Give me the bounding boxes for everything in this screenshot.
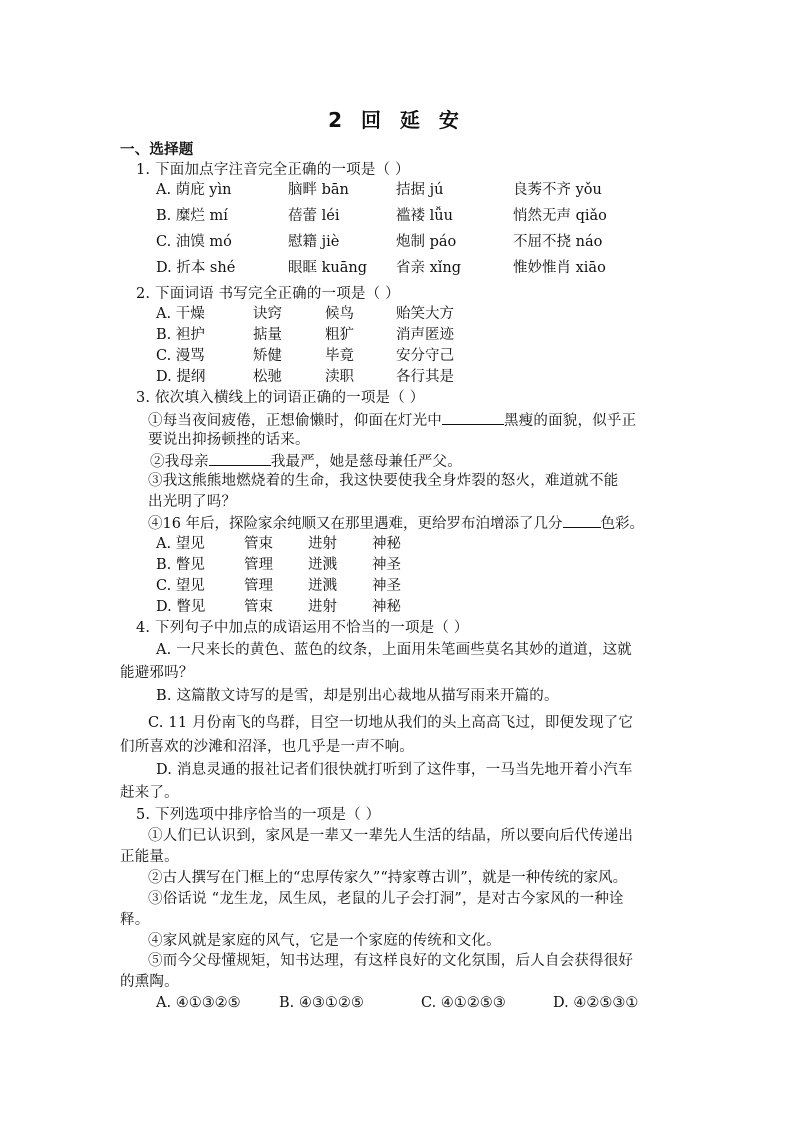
q3-sentence-1-part-b: 黑瘦的面貌，似乎正 [504, 413, 637, 429]
q2-option-a-2: 诀窍 [253, 306, 282, 322]
q3-option-c-4: 神圣 [372, 578, 401, 594]
q4-option-c: C. 11 月份南飞的鸟群，目空一切地从我们的头上高高飞过，即便发现了它 [148, 715, 634, 731]
q2-option-d-3: 渎职 [325, 369, 354, 385]
question-4-stem: 4. 下列句子中加点的成语运用不恰当的一项是（ ） [136, 620, 469, 636]
section-heading: 一、选择题 [120, 142, 194, 158]
q3-option-d-3: 进射 [308, 599, 337, 615]
q4-option-a-cont: 能避邪吗？ [120, 665, 194, 681]
q2-option-c-2: 矫健 [253, 348, 282, 364]
q5-sentence-1-cont: 正能量。 [120, 849, 179, 865]
q1-option-c-1: C. 油馍 mó [156, 234, 232, 250]
q1-option-d-4: 惟妙惟肖 xiāo [513, 260, 606, 276]
fill-blank-2[interactable] [209, 451, 271, 466]
q2-option-c-1: C. 漫骂 [156, 348, 205, 364]
q3-option-c-3: 迸溅 [308, 578, 337, 594]
q3-option-b-2: 管理 [244, 557, 273, 573]
q1-option-c-3: 炮制 páo [396, 234, 457, 250]
q3-option-c-1: C. 望见 [156, 578, 205, 594]
q4-option-d: D. 消息灵通的报社记者们很快就打听到了这件事，一马当先地开着小汽车 [156, 762, 633, 778]
q2-option-d-2: 松驰 [253, 369, 282, 385]
q5-option-b: B. ④③①②⑤ [279, 995, 364, 1011]
q3-option-b-1: B. 瞥见 [156, 557, 205, 573]
q1-option-a-1: A. 荫庇 yìn [156, 182, 232, 198]
q2-option-b-3: 粗犷 [325, 327, 354, 343]
q4-option-c-cont: 们所喜欢的沙滩和沼泽，也几乎是一声不响。 [120, 739, 414, 755]
q2-option-d-4: 各行其是 [396, 369, 454, 385]
q1-option-b-1: B. 糜烂 mí [156, 208, 228, 224]
q3-option-a-3: 进射 [308, 536, 337, 552]
page-title: 2 回 延 安 [328, 108, 465, 132]
q5-option-c: C. ④①②⑤③ [421, 995, 506, 1011]
q1-option-a-4: 良莠不齐 yǒu [513, 182, 602, 198]
q1-option-c-2: 慰籍 jiè [288, 234, 340, 250]
q2-option-b-1: B. 袒护 [156, 327, 205, 343]
q2-option-a-4: 贻笑大方 [396, 306, 454, 322]
q5-option-a: A. ④①③②⑤ [156, 995, 241, 1011]
q5-sentence-4: ④家风就是家庭的风气，它是一个家庭的传统和文化。 [148, 933, 501, 949]
q2-option-c-4: 安分守己 [396, 348, 454, 364]
q3-sentence-4-part-a: ④16 年后，探险家余纯顺又在那里遇难，更给罗布泊增添了几分 [148, 516, 563, 532]
q3-option-b-4: 神圣 [372, 557, 401, 573]
q5-sentence-3-cont: 释。 [120, 912, 150, 928]
q4-option-d-cont: 赶来了。 [120, 785, 179, 801]
q5-sentence-1: ①人们已认识到，家风是一辈又一辈先人生活的结晶，所以要向后代传递出 [148, 828, 634, 844]
q1-option-b-2: 蓓蕾 léi [288, 208, 340, 224]
question-5-stem: 5. 下列选项中排序恰当的一项是（ ） [136, 807, 381, 823]
q1-option-d-1: D. 折本 shé [156, 260, 236, 276]
q1-option-a-2: 脑畔 bān [288, 182, 349, 198]
q4-option-a: A. 一尺来长的黄色、蓝色的纹条，上面用朱笔画些莫名其妙的道道，这就 [156, 642, 632, 658]
q3-sentence-2-part-b: 我最严，她是慈母兼任严父。 [270, 454, 462, 470]
q1-option-c-4: 不屈不挠 náo [513, 234, 603, 250]
q2-option-d-1: D. 提纲 [156, 369, 206, 385]
fill-blank-4[interactable] [563, 513, 601, 528]
question-1-stem: 1. 下面加点字注音完全正确的一项是（ ） [136, 162, 410, 178]
q2-option-b-4: 消声匿迹 [396, 327, 454, 343]
q3-option-d-2: 管束 [244, 599, 273, 615]
q3-option-b-3: 迸溅 [308, 557, 337, 573]
q5-sentence-5: ⑤而今父母懂规矩，知书达理，有这样良好的文化氛围，后人自会获得很好 [148, 953, 634, 969]
q4-option-b: B. 这篇散文诗写的是雪，却是别出心裁地从描写雨来开篇的。 [156, 688, 559, 704]
q3-option-a-4: 神秘 [372, 536, 401, 552]
fill-blank-1[interactable] [442, 410, 504, 425]
q2-option-c-3: 毕竟 [325, 348, 354, 364]
q5-sentence-3: ③俗话说 “龙生龙，凤生凤，老鼠的儿子会打洞”，是对古今家风的一种诠 [148, 891, 624, 907]
q1-option-b-4: 悄然无声 qiǎo [513, 208, 607, 224]
q5-sentence-5-cont: 的熏陶。 [120, 974, 179, 990]
q3-option-c-2: 管理 [244, 578, 273, 594]
q3-sentence-3-cont: 出光明了吗？ [148, 494, 237, 510]
q1-option-a-3: 拮据 jú [396, 182, 444, 198]
q3-sentence-1-cont: 要说出抑扬顿挫的话来。 [148, 432, 310, 448]
question-3-stem: 3. 依次填入横线上的词语正确的一项是（ ） [136, 390, 425, 406]
q2-option-b-2: 掂量 [253, 327, 282, 343]
q2-option-a-1: A. 干燥 [156, 306, 205, 322]
q3-sentence-1-part-a: ①每当夜间疲倦，正想偷懒时，仰面在灯光中 [148, 413, 442, 429]
q2-option-a-3: 候鸟 [325, 306, 354, 322]
q3-option-d-4: 神秘 [372, 599, 401, 615]
q1-option-d-2: 眼眶 kuāng [288, 260, 367, 276]
q3-sentence-4-part-b: 色彩。 [600, 516, 645, 532]
q3-option-a-2: 管束 [244, 536, 273, 552]
q3-sentence-3: ③我这熊熊地燃烧着的生命，我这快要使我全身炸裂的怒火，难道就不能 [148, 473, 619, 489]
q3-sentence-2 [150, 451, 462, 472]
q1-option-b-3: 褴褛 lǚu [396, 208, 453, 224]
q5-option-d: D. ④②⑤③① [553, 995, 639, 1011]
question-2-stem: 2. 下面词语 书写完全正确的一项是（ ） [136, 286, 400, 302]
q3-option-d-1: D. 瞥见 [156, 599, 206, 615]
q3-option-a-1: A. 望见 [156, 536, 205, 552]
q3-sentence-1 [148, 410, 636, 431]
q3-sentence-2-part-a: ②我母亲 [150, 454, 209, 470]
q5-sentence-2: ②古人撰写在门框上的“忠厚传家久”“持家尊古训”，就是一种传统的家风。 [148, 870, 628, 886]
q3-sentence-4 [148, 513, 644, 534]
q1-option-d-3: 省亲 xǐng [396, 260, 462, 276]
